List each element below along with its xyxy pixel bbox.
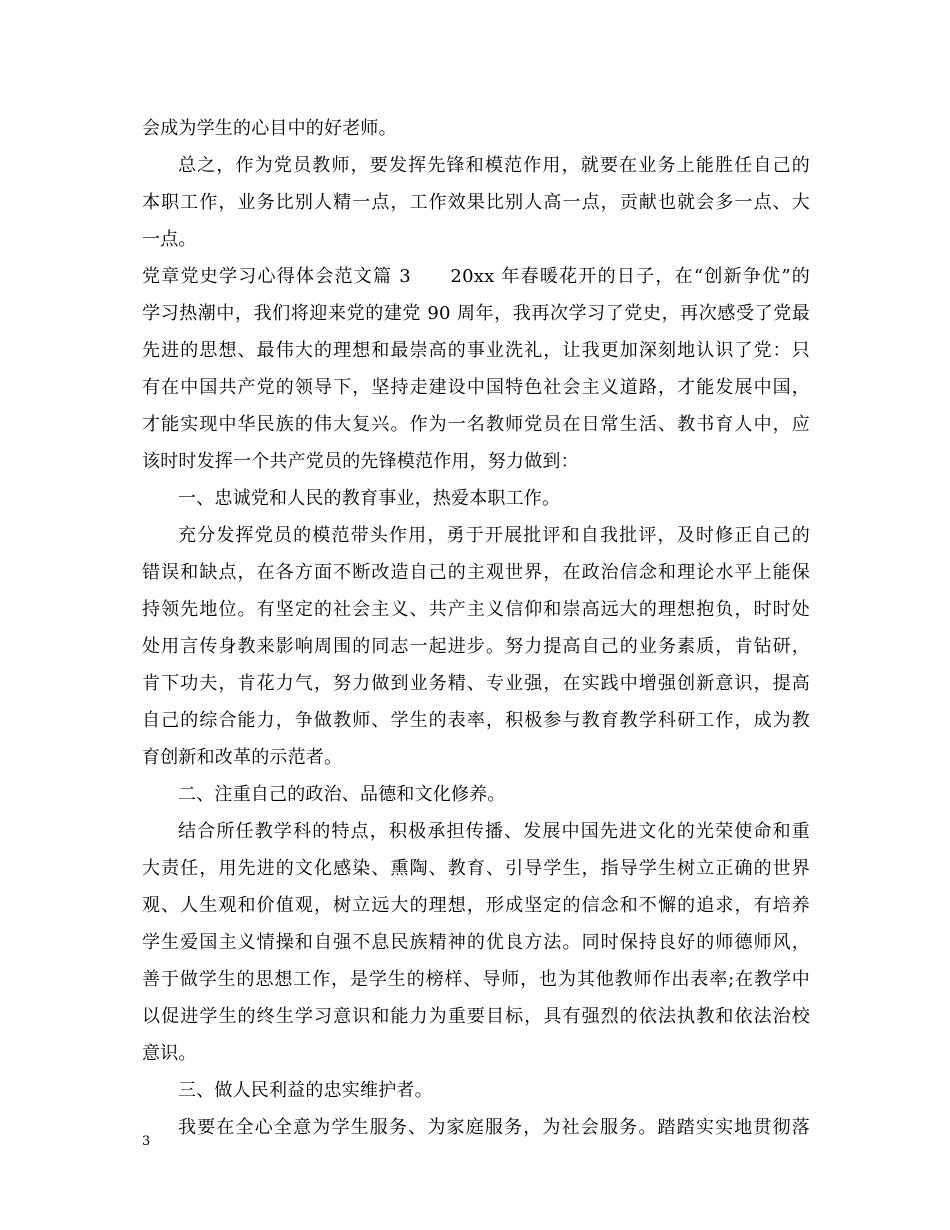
text-line: 会成为学生的心目中的好老师。	[142, 118, 397, 139]
text-line: 观、人生观和价值观，树立远大的理想，形成坚定的信念和不懈的追求，有培养	[142, 895, 810, 916]
text-line: 育创新和改革的示范者。	[142, 747, 343, 768]
text-line: 以促进学生的终生学习意识和能力为重要目标，具有强烈的依法执教和依法治校	[142, 1006, 810, 1027]
section-heading-line: 党章党史学习心得体会范文篇 3 20xx 年春暖花开的日子，在“创新争优”的	[142, 266, 810, 287]
body-text	[142, 110, 810, 1146]
text-line: 充分发挥党员的模范带头作用，勇于开展批评和自我批评，及时修正自己的	[178, 525, 810, 546]
text-line: 有在中国共产党的领导下，坚持走建设中国特色社会主义道路，才能发展中国，	[142, 377, 810, 398]
text-line: 本职工作，业务比别人精一点，工作效果比别人高一点，贡献也就会多一点、大	[142, 192, 810, 213]
text-line: 持领先地位。有坚定的社会主义、共产主义信仰和崇高远大的理想抱负，时时处	[142, 599, 810, 620]
page-number: 3	[142, 1134, 151, 1149]
text-line: 自己的综合能力，争做教师、学生的表率，积极参与教育教学科研工作，成为教	[142, 710, 810, 731]
text-line: 才能实现中华民族的伟大复兴。作为一名教师党员在日常生活、教书育人中，应	[142, 414, 810, 435]
text-line: 意识。	[142, 1043, 197, 1064]
text-line: 善于做学生的思想工作，是学生的榜样、导师，也为其他教师作出表率;在教学中	[142, 969, 810, 990]
text-line: 总之，作为党员教师，要发挥先锋和模范作用，就要在业务上能胜任自己的	[178, 155, 810, 176]
text-line: 处用言传身教来影响周围的同志一起进步。努力提高自己的业务素质，肯钻研，	[142, 636, 810, 657]
text-line: 先进的思想、最伟大的理想和最崇高的事业洗礼，让我更加深刻地认识了党：只	[142, 340, 810, 361]
subheading-1: 一、忠诚党和人民的教育事业，热爱本职工作。	[178, 488, 561, 509]
text-line: 我要在全心全意为学生服务、为家庭服务，为社会服务。踏踏实实地贯彻落	[178, 1117, 810, 1138]
text-line: 大责任，用先进的文化感染、熏陶、教育、引导学生，指导学生树立正确的世界	[142, 858, 810, 879]
text-line: 结合所任教学科的特点，积极承担传播、发展中国先进文化的光荣使命和重	[178, 821, 810, 842]
text-line: 学生爱国主义情操和自强不息民族精神的优良方法。同时保持良好的师德师风，	[142, 932, 810, 953]
text-line: 错误和缺点，在各方面不断改造自己的主观世界，在政治信念和理论水平上能保	[142, 562, 810, 583]
subheading-2: 二、注重自己的政治、品德和文化修养。	[178, 784, 506, 805]
text-line: 学习热潮中，我们将迎来党的建党 90 周年，我再次学习了党史，再次感受了党最	[142, 303, 810, 324]
text-line: 一点。	[142, 229, 197, 250]
text-line: 该时时发挥一个共产党员的先锋模范作用，努力做到：	[142, 451, 579, 472]
subheading-3: 三、做人民利益的忠实维护者。	[178, 1080, 433, 1101]
text-line: 肯下功夫，肯花力气，努力做到业务精、专业强，在实践中增强创新意识，提高	[142, 673, 810, 694]
